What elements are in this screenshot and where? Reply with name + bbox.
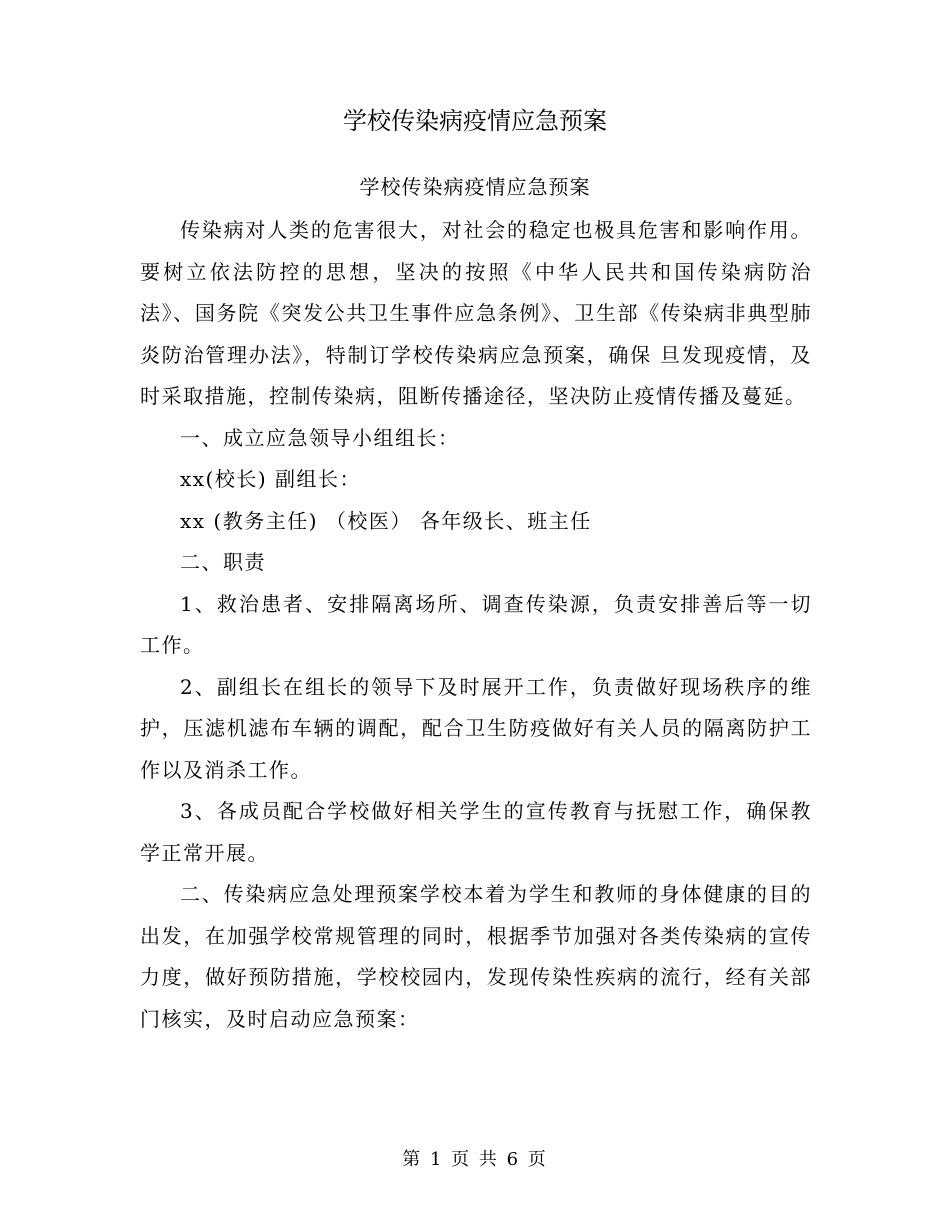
page-number: 第 1 页 共 6 页 xyxy=(402,1149,548,1170)
document-body xyxy=(140,210,812,1040)
paragraph-duty-2: 2、副组长在组长的领导下及时展开工作，负责做好现场秩序的维护，压滤机滤布车辆的调配，配合卫生防疫做好有关人员的隔离防护工作以及消杀工作。 xyxy=(140,674,812,782)
document-subtitle: 学校传染病疫情应急预案 xyxy=(359,175,591,199)
paragraph-duty-3: 3、各成员配合学校做好相关学生的宣传教育与抚慰工作，确保教学正常开展。 xyxy=(140,799,812,865)
paragraph-intro: 传染病对人类的危害很大，对社会的稳定也极具危害和影响作用。要树立依法防控的思想，坚决的按照《中华人民共和国传染病防治法》、国务院《突发公共卫生事件应急条例》、卫生部《传染病非典型肺炎防治管理办法》，特制订学校传染病应急预案，确保 旦发现疫情，及时采取措施，控制传染病，阻断传播途径，坚决防止疫情传播及蔓延。 xyxy=(140,218,812,408)
paragraph-emergency-plan: 二、传染病应急处理预案学校本着为学生和教师的身体健康的目的出发，在加强学校常规管理的同时，根据季节加强对各类传染病的宣传力度，做好预防措施，学校校园内，发现传染性疾病的流行，经有关部门核实，及时启动应急预案： xyxy=(140,882,812,1031)
document-title: 学校传染病疫情应急预案 xyxy=(343,107,607,135)
paragraph-members: xx (教务主任) （校医） 各年级长、班主任 xyxy=(180,508,592,533)
paragraph-leader: xx(校长) 副组长： xyxy=(180,467,362,491)
paragraph-duty-1: 1、救治患者、安排隔离场所、调查传染源，负责安排善后等一切工作。 xyxy=(140,591,812,657)
paragraph-section-1-heading: 一、成立应急领导小组组长： xyxy=(180,425,460,450)
paragraph-section-2-heading: 二、职责 xyxy=(180,550,266,574)
